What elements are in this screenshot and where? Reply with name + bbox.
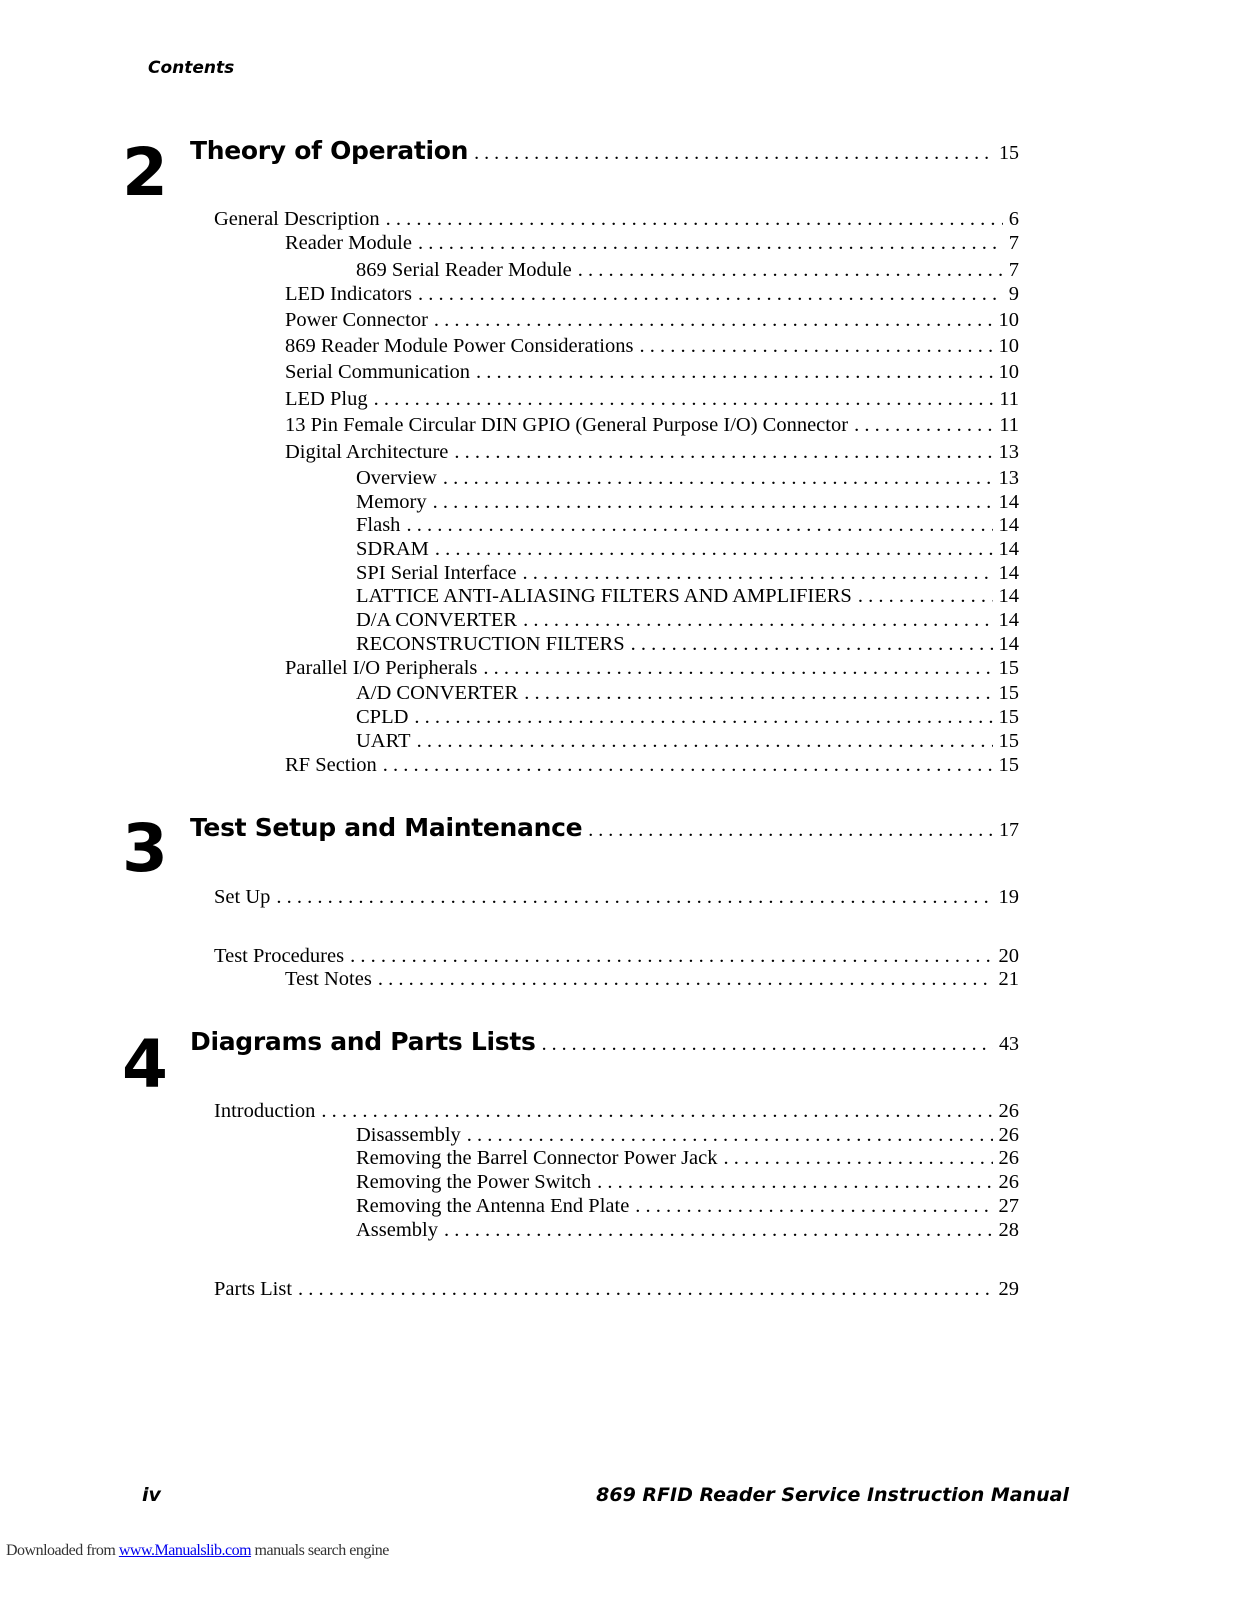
chapter-title: Theory of Operation	[190, 136, 469, 165]
toc-entry[interactable]	[285, 441, 1019, 465]
toc-entry[interactable]	[214, 208, 1019, 232]
toc-entry-page: 14	[998, 609, 1019, 631]
chapter-title: Diagrams and Parts Lists	[190, 1027, 536, 1056]
toc-entry[interactable]	[356, 538, 1019, 562]
dot-leader	[467, 1124, 993, 1147]
toc-entry-label: Serial Communication	[285, 361, 471, 383]
manualslib-link[interactable]: www.Manualslib.com	[118, 1542, 252, 1559]
dot-leader	[523, 609, 992, 632]
download-banner	[6, 1542, 389, 1560]
toc-entry[interactable]	[356, 585, 1019, 609]
toc-entry-page: 10	[998, 335, 1019, 357]
toc-entry[interactable]	[285, 232, 1019, 256]
toc-entry-label: CPLD	[356, 706, 409, 728]
chapter-number: 4	[122, 1026, 166, 1103]
toc-entry-label: LED Plug	[285, 388, 368, 410]
dot-leader	[417, 730, 993, 753]
toc-entry-label: Disassembly	[356, 1124, 461, 1146]
toc-entry[interactable]	[356, 1147, 1019, 1171]
toc-entry-page: 11	[999, 388, 1019, 410]
dot-leader	[858, 585, 993, 608]
dot-leader	[483, 657, 992, 680]
toc-entry-label: 869 Reader Module Power Considerations	[285, 335, 634, 357]
toc-entry-label: General Description	[214, 208, 380, 230]
toc-entry[interactable]	[356, 1195, 1019, 1219]
toc-entry-page: 29	[998, 1278, 1019, 1300]
toc-entry-page: 11	[999, 414, 1019, 436]
dot-leader	[414, 706, 992, 729]
toc-entry-label: SDRAM	[356, 538, 429, 560]
toc-entry-page: 26	[998, 1171, 1019, 1193]
dot-leader	[597, 1171, 992, 1194]
toc-entry[interactable]	[356, 706, 1019, 730]
toc-entry-label: Digital Architecture	[285, 441, 449, 463]
toc-entry-label: A/D CONVERTER	[356, 682, 519, 704]
toc-entry[interactable]	[356, 467, 1019, 491]
dot-leader	[434, 309, 993, 332]
toc-entry[interactable]	[356, 514, 1019, 538]
dot-leader	[418, 232, 1003, 255]
dot-leader	[443, 467, 993, 490]
dot-leader	[724, 1147, 993, 1170]
toc-entry-label: Test Notes	[285, 968, 372, 990]
toc-entry-label: RF Section	[285, 754, 377, 776]
dot-leader	[383, 754, 993, 777]
dot-leader	[476, 361, 992, 384]
toc-entry[interactable]	[214, 1278, 1019, 1302]
toc-entry[interactable]	[214, 886, 1019, 910]
dot-leader	[298, 1278, 992, 1301]
toc-entry-label: Set Up	[214, 886, 271, 908]
toc-entry[interactable]	[356, 1171, 1019, 1195]
toc-entry-label: LED Indicators	[285, 283, 412, 305]
toc-entry-label: Introduction	[214, 1100, 316, 1122]
dot-leader	[444, 1219, 993, 1242]
toc-entry-label: 13 Pin Female Circular DIN GPIO (General Purpose I/O) Connector	[285, 414, 849, 436]
toc-entry-page: 15	[998, 706, 1019, 728]
dot-leader	[406, 514, 992, 537]
toc-entry-page: 26	[998, 1124, 1019, 1146]
toc-entry-page: 26	[998, 1100, 1019, 1122]
footer-page-label: iv	[142, 1484, 161, 1506]
toc-entry-page: 14	[998, 538, 1019, 560]
toc-entry-page: 14	[998, 633, 1019, 655]
dot-leader	[588, 819, 993, 842]
toc-entry-label: D/A CONVERTER	[356, 609, 518, 631]
dot-leader	[378, 968, 993, 991]
toc-entry[interactable]	[285, 361, 1019, 385]
toc-entry-label: Power Connector	[285, 309, 428, 331]
toc-entry-page: 10	[998, 309, 1019, 331]
toc-entry-label: Test Procedures	[214, 945, 345, 967]
dot-leader	[321, 1100, 992, 1123]
chapter-heading[interactable]	[190, 813, 1019, 849]
toc-entry-label: 869 Serial Reader Module	[356, 259, 572, 281]
toc-entry-label: Assembly	[356, 1219, 438, 1241]
dot-leader	[435, 538, 993, 561]
chapter-heading[interactable]	[190, 136, 1019, 172]
chapter-page: 15	[999, 142, 1019, 164]
toc-entry-page: 6	[1008, 208, 1019, 230]
toc-entry-page: 7	[1008, 259, 1019, 281]
dot-leader	[374, 388, 994, 411]
toc-entry[interactable]	[356, 1124, 1019, 1148]
toc-entry-page: 7	[1008, 232, 1019, 254]
toc-entry-label: Reader Module	[285, 232, 412, 254]
toc-entry[interactable]	[356, 609, 1019, 633]
dot-leader	[542, 1033, 993, 1056]
chapter-title: Test Setup and Maintenance	[190, 813, 583, 842]
toc-entry-page: 28	[998, 1219, 1019, 1241]
dot-leader	[854, 414, 993, 437]
toc-entry-page: 15	[998, 754, 1019, 776]
dot-leader	[454, 441, 992, 464]
toc-entry-page: 26	[998, 1147, 1019, 1169]
toc-entry[interactable]	[214, 1100, 1019, 1124]
toc-entry[interactable]	[356, 633, 1019, 657]
toc-entry-page: 21	[998, 968, 1019, 990]
dot-leader	[474, 142, 993, 165]
toc-entry[interactable]	[356, 682, 1019, 706]
toc-entry-label: LATTICE ANTI-ALIASING FILTERS AND AMPLIFIERS	[356, 585, 852, 607]
chapter-page: 43	[999, 1033, 1019, 1055]
toc-entry-label: Memory	[356, 491, 427, 513]
dot-leader	[418, 283, 1003, 306]
toc-entry-page: 19	[998, 886, 1019, 908]
toc-entry[interactable]	[285, 968, 1019, 992]
toc-entry[interactable]	[285, 388, 1019, 412]
toc-entry[interactable]	[285, 414, 1019, 438]
toc-entry[interactable]	[356, 1219, 1019, 1243]
toc-entry-page: 15	[998, 657, 1019, 679]
dot-leader	[433, 491, 993, 514]
toc-entry[interactable]	[285, 283, 1019, 307]
toc-entry[interactable]	[356, 259, 1019, 283]
toc-entry-label: UART	[356, 730, 411, 752]
toc-entry[interactable]	[214, 945, 1019, 969]
dot-leader	[350, 945, 992, 968]
toc-entry-page: 14	[998, 514, 1019, 536]
dot-leader	[639, 335, 992, 358]
dot-leader	[523, 562, 993, 585]
toc-entry-label: RECONSTRUCTION FILTERS	[356, 633, 625, 655]
download-prefix: Downloaded from	[6, 1542, 119, 1559]
toc-entry-page: 14	[998, 562, 1019, 584]
toc-entry-page: 27	[998, 1195, 1019, 1217]
chapter-heading[interactable]	[190, 1027, 1019, 1063]
dot-leader	[635, 1195, 992, 1218]
toc-entry-page: 14	[998, 491, 1019, 513]
toc-entry-page: 15	[998, 730, 1019, 752]
toc-entry[interactable]	[285, 754, 1019, 778]
dot-leader	[276, 886, 992, 909]
toc-entry[interactable]	[356, 562, 1019, 586]
toc-entry-label: Removing the Antenna End Plate	[356, 1195, 630, 1217]
dot-leader	[386, 208, 1003, 231]
toc-entry-label: Parallel I/O Peripherals	[285, 657, 478, 679]
toc-entry[interactable]	[285, 335, 1019, 359]
chapter-page: 17	[999, 819, 1019, 841]
toc-entry-label: Removing the Barrel Connector Power Jack	[356, 1147, 718, 1169]
toc-entry-page: 15	[998, 682, 1019, 704]
toc-entry-label: Parts List	[214, 1278, 293, 1300]
toc-entry-page: 13	[998, 467, 1019, 489]
toc-entry[interactable]	[356, 730, 1019, 754]
toc-entry-page: 13	[998, 441, 1019, 463]
toc-entry-page: 20	[998, 945, 1019, 967]
toc-entry-label: Flash	[356, 514, 401, 536]
chapter-number: 2	[122, 134, 166, 211]
toc-entry-label: SPI Serial Interface	[356, 562, 517, 584]
toc-entry[interactable]	[285, 309, 1019, 333]
toc-entry[interactable]	[285, 657, 1019, 681]
running-head: Contents	[148, 58, 235, 78]
dot-leader	[631, 633, 993, 656]
dot-leader	[524, 682, 992, 705]
toc-entry-page: 14	[998, 585, 1019, 607]
footer-manual-title: 869 RFID Reader Service Instruction Manual	[596, 1484, 1069, 1506]
dot-leader	[578, 259, 1003, 282]
toc-entry-page: 10	[998, 361, 1019, 383]
toc-entry-page: 9	[1008, 283, 1019, 305]
toc-entry-label: Overview	[356, 467, 437, 489]
chapter-number: 3	[122, 810, 166, 887]
toc-entry[interactable]	[356, 491, 1019, 515]
toc-entry-label: Removing the Power Switch	[356, 1171, 592, 1193]
download-suffix: manuals search engine	[251, 1542, 389, 1559]
